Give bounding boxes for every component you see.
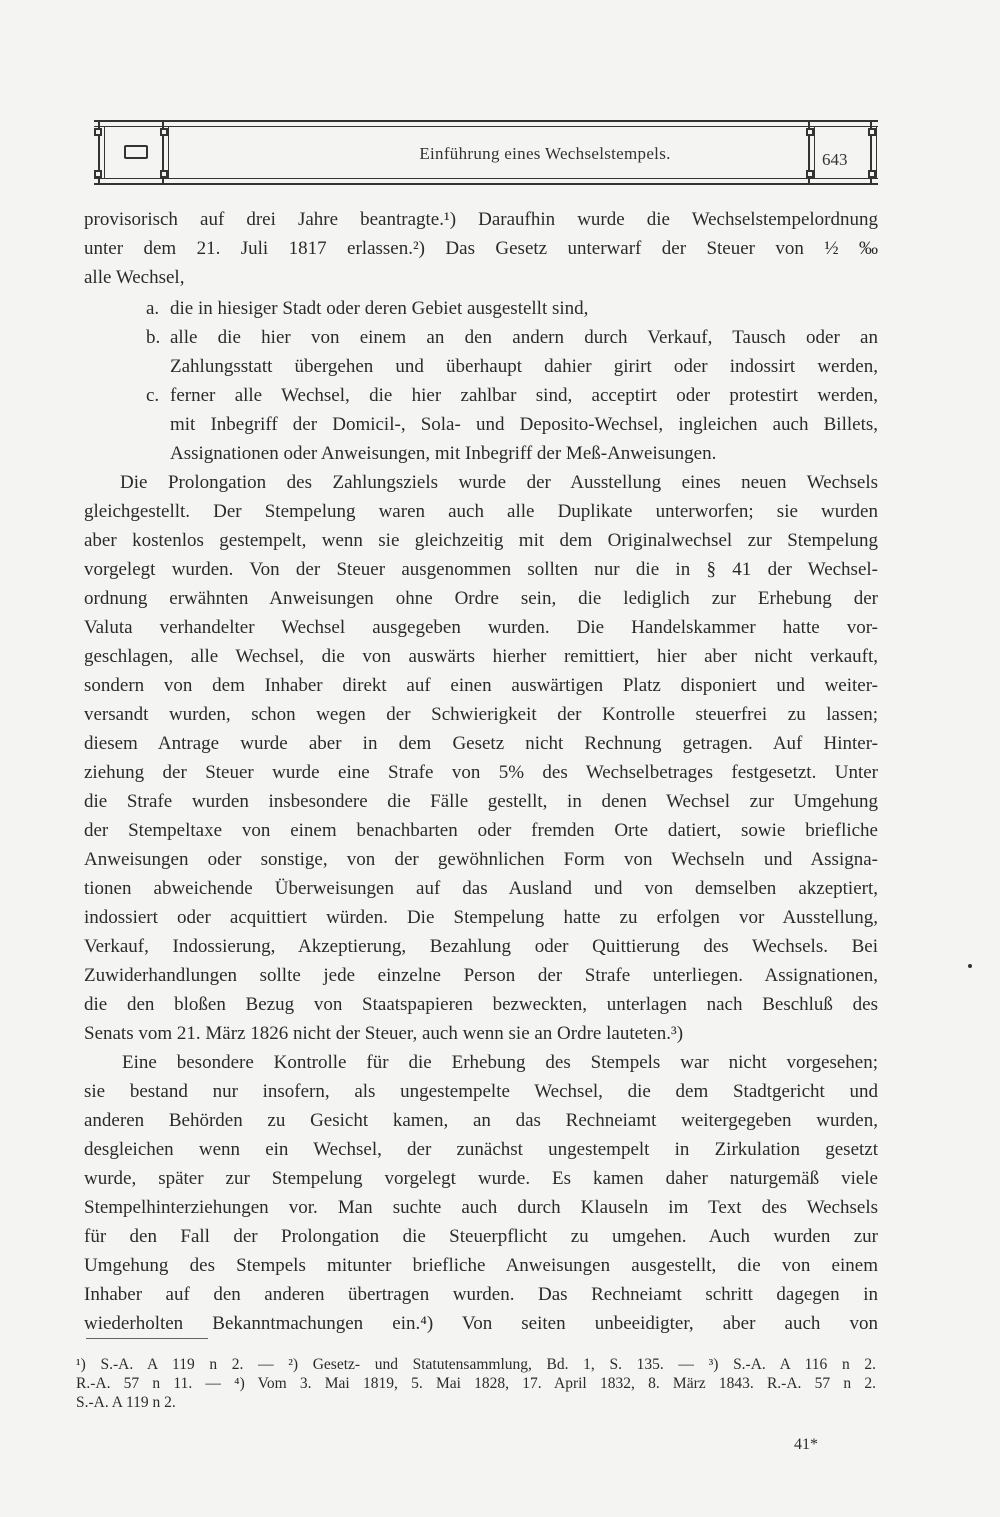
- paragraph-2: [84, 468, 878, 1048]
- text-line: alle Wechsel,: [84, 267, 185, 288]
- text-line: provisorisch auf drei Jahre beantragte.¹) Daraufhin wurde die Wechselstempelordnung: [84, 209, 878, 230]
- text-line: Umgehung des Stempels mitunter briefliche Anweisungen ausgestellt, die von einem: [84, 1255, 878, 1276]
- printer-signature-mark: 41*: [794, 1436, 818, 1453]
- text-line: indossiert oder acquittiert würden. Die Stempelung hatte zu erfolgen vor Ausstellung,: [84, 907, 878, 928]
- text-line: alle die hier von einem an den andern durch Verkauf, Tausch oder an: [170, 327, 878, 348]
- footnote-line: ¹) S.-A. A 119 n 2. — ²) Gesetz- und Statutensammlung, Bd. 1, S. 135. — ³) S.-A. A 116 n 2.: [76, 1356, 876, 1373]
- text-line: Anweisungen oder sonstige, von der gewöhnlichen Form von Wechseln und Assigna-: [84, 849, 878, 870]
- text-line: die Strafe wurden insbesondere die Fälle gestellt, in denen Wechsel zur Umgehung: [84, 791, 878, 812]
- text-line: versandt wurden, schon wegen der Schwierigkeit der Kontrolle steuerfrei zu lassen;: [84, 704, 878, 725]
- list-marker: b.: [146, 327, 161, 348]
- list-marker: a.: [146, 298, 160, 319]
- text-line: ferner alle Wechsel, die hier zahlbar sind, acceptirt oder protestirt werden,: [170, 385, 878, 406]
- text-line: sie bestand nur insofern, als ungestempelte Wechsel, die dem Stadtgericht und: [84, 1081, 878, 1102]
- text-line: Assignationen oder Anweisungen, mit Inbegriff der Meß-Anweisungen.: [170, 443, 717, 464]
- text-line: vorgelegt wurden. Von der Steuer ausgenommen sollten nur die in § 41 der Wechsel-: [84, 559, 878, 580]
- footnotes: [76, 1355, 876, 1412]
- text-line: der Stempeltaxe von einem benachbarten oder fremden Orte datiert, sowie briefliche: [84, 820, 878, 841]
- footnote-line: R.-A. 57 n 11. — ⁴) Vom 3. Mai 1819, 5. Mai 1828, 17. April 1832, 8. März 1843. R.-A. 57 n 2.: [76, 1375, 876, 1392]
- footnote-divider: [86, 1338, 208, 1339]
- paragraph-3: [84, 1048, 878, 1338]
- list-marker: c.: [146, 385, 160, 406]
- text-line: Stempelhinterziehungen vor. Man suchte auch durch Klauseln im Text des Wechsels: [84, 1197, 878, 1218]
- text-line: für den Fall der Prolongation die Steuerpflicht zu umgehen. Auch wurden zur: [84, 1226, 878, 1247]
- text-line: Zahlungsstatt übergehen und überhaupt dahier girirt oder indossirt werden,: [170, 356, 878, 377]
- list-item: [146, 294, 878, 323]
- text-line: die in hiesiger Stadt oder deren Gebiet ausgestellt sind,: [170, 298, 589, 319]
- text-line: wurde, später zur Stempelung vorgelegt wurde. Es kamen daher naturgemäß viele: [84, 1168, 878, 1189]
- text-line: ziehung der Steuer wurde eine Strafe von 5% des Wechselbetrages festgesetzt. Unter: [84, 762, 878, 783]
- text-line: diesem Antrage wurde aber in dem Gesetz nicht Rechnung getragen. Auf Hinter-: [84, 733, 878, 754]
- list-item: [146, 323, 878, 381]
- list-item: [146, 381, 878, 468]
- running-header-title: Einführung eines Wechselstempels.: [419, 144, 671, 163]
- text-line: Zuwiderhandlungen sollte jede einzelne Person der Strafe unterliegen. Assignationen,: [84, 965, 878, 986]
- text-line: wiederholten Bekanntmachungen ein.⁴) Von seiten unbeeidigter, aber auch von: [84, 1313, 878, 1334]
- text-line: Senats vom 21. März 1826 nicht der Steuer, auch wenn sie an Ordre lauteten.³): [84, 1023, 684, 1044]
- enumerated-list: [84, 294, 878, 468]
- text-line: Inhaber auf den anderen übertragen wurden. Das Rechneiamt schritt dagegen in: [84, 1284, 878, 1305]
- text-line: desgleichen wenn ein Wechsel, der zunächst ungestempelt in Zirkulation gesetzt: [84, 1139, 878, 1160]
- text-line: Die Prolongation des Zahlungsziels wurde der Ausstellung eines neuen Wechsels: [120, 472, 878, 493]
- text-line: die den bloßen Bezug von Staatspapieren bezweckten, unterlagen nach Beschluß des: [84, 994, 878, 1015]
- text-line: Eine besondere Kontrolle für die Erhebung des Stempels war nicht vorgesehen;: [122, 1052, 878, 1073]
- text-line: Verkauf, Indossierung, Akzeptierung, Bezahlung oder Quittierung des Wechsels. Bei: [84, 936, 878, 957]
- ornament-square-icon: [124, 145, 148, 159]
- text-line: mit Inbegriff der Domicil-, Sola- und Deposito-Wechsel, ingleichen auch Billets,: [170, 414, 878, 435]
- ink-speck: [968, 964, 972, 968]
- text-line: Valuta verhandelter Wechsel ausgegeben wurden. Die Handelskammer hatte vor-: [84, 617, 878, 638]
- text-line: geschlagen, alle Wechsel, die von auswärts hierher remittiert, hier aber nicht verkauft,: [84, 646, 878, 667]
- paragraph-1: [84, 205, 878, 292]
- text-line: anderen Behörden zu Gesicht kamen, an das Rechneiamt weitergegeben wurden,: [84, 1110, 878, 1131]
- text-line: gleichgestellt. Der Stempelung waren auch alle Duplikate unterworfen; sie wurden: [84, 501, 878, 522]
- text-line: unter dem 21. Juli 1817 erlassen.²) Das Gesetz unterwarf der Steuer von ½ ‰: [84, 238, 878, 259]
- text-line: tionen abweichende Überweisungen auf das Ausland und von demselben akzeptiert,: [84, 878, 878, 899]
- footnote-line: S.-A. A 119 n 2.: [76, 1394, 176, 1411]
- text-line: ordnung erwähnten Anweisungen ohne Ordre sein, die lediglich zur Erhebung der: [84, 588, 878, 609]
- text-line: aber kostenlos gestempelt, wenn sie gleichzeitig mit dem Originalwechsel zur Stempelung: [84, 530, 878, 551]
- text-line: sondern von dem Inhaber direkt auf einen auswärtigen Platz disponiert und weiter-: [84, 675, 878, 696]
- page-number: 643: [822, 150, 848, 169]
